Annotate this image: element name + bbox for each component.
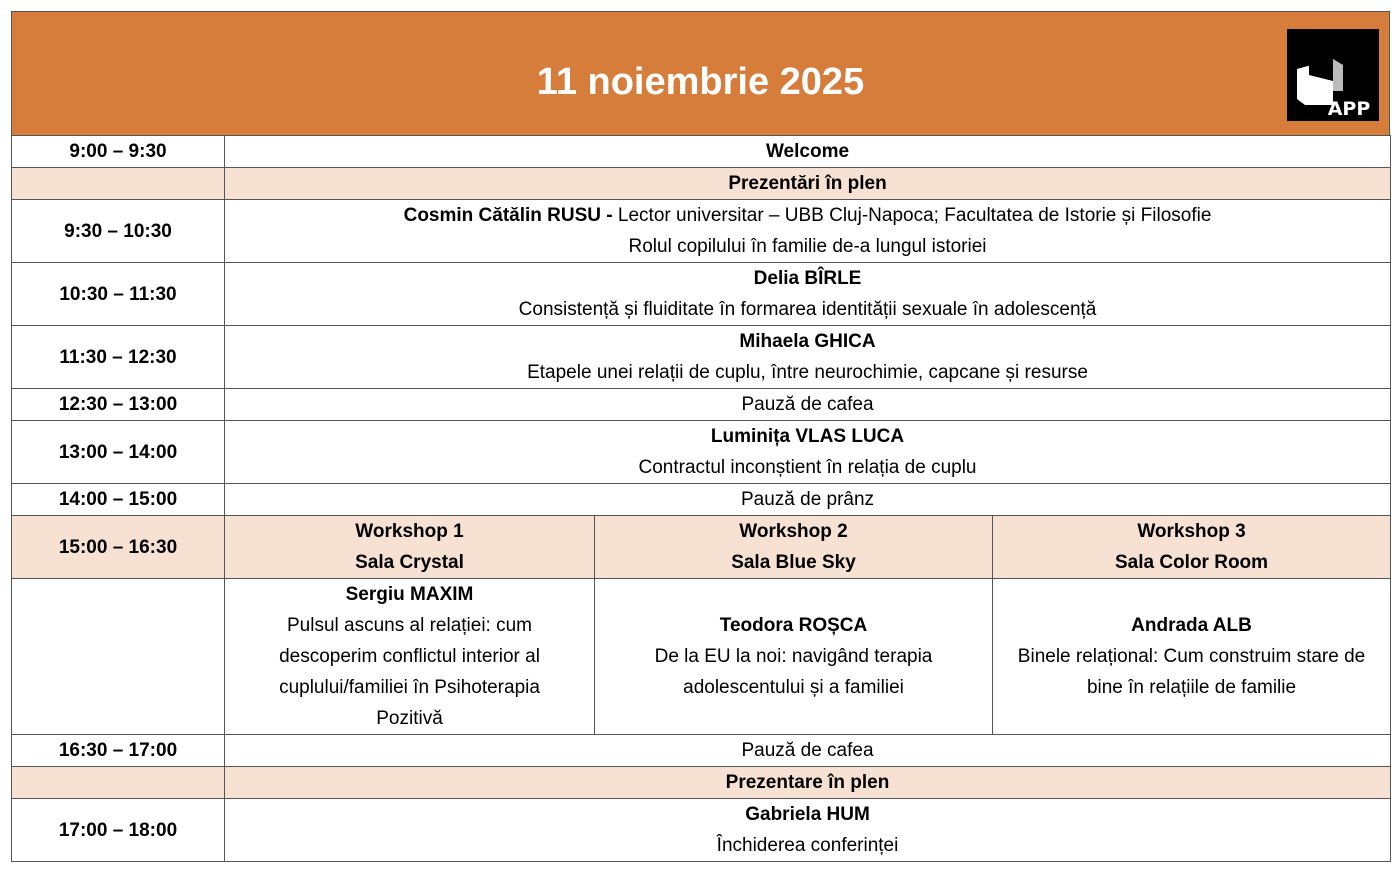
workshop-room: Sala Blue Sky [731, 552, 856, 573]
time-slot: 10:30 – 11:30 [12, 263, 225, 326]
time-slot: 15:00 – 16:30 [12, 516, 225, 579]
logo-text: APP [1327, 98, 1371, 120]
session-topic: Consistență și fluiditate în formarea identității sexuale în adolescență [518, 299, 1097, 320]
schedule-row [12, 799, 1391, 862]
schedule-header [11, 11, 1390, 135]
session-cell [225, 200, 1391, 263]
workshop-3-header [993, 516, 1391, 579]
time-slot: 9:00 – 9:30 [12, 136, 225, 168]
workshop-topic-line: Pozitivă [376, 708, 443, 729]
time-slot: 17:00 – 18:00 [12, 799, 225, 862]
workshop-room: Sala Crystal [355, 552, 464, 573]
time-slot-empty [12, 767, 225, 799]
app-logo-icon [1287, 29, 1379, 121]
speaker-name: Gabriela HUM [745, 804, 870, 825]
workshop-topic-line: Binele relațional: Cum construim stare de [1017, 646, 1366, 667]
workshop-topic-line: descoperim conflictul interior al [279, 646, 540, 667]
speaker-name: Delia BÎRLE [753, 268, 862, 289]
section-row [12, 767, 1391, 799]
workshop-name: Workshop 2 [739, 521, 848, 542]
session-cell [225, 421, 1391, 484]
time-slot: 11:30 – 12:30 [12, 326, 225, 389]
speaker-name: Sergiu MAXIM [345, 584, 474, 605]
workshop-name: Workshop 3 [1137, 521, 1246, 542]
workshop-header-row [12, 516, 1391, 579]
schedule-row [12, 484, 1391, 516]
schedule-row [12, 389, 1391, 421]
app-logo [1287, 29, 1379, 121]
program-sheet [11, 11, 1390, 862]
time-slot: 9:30 – 10:30 [12, 200, 225, 263]
time-slot: 12:30 – 13:00 [12, 389, 225, 421]
speaker-line [225, 200, 1390, 231]
session-title: Pauză de prânz [225, 484, 1391, 516]
schedule-row [12, 326, 1391, 389]
workshop-topic-line: De la EU la noi: navigând terapia [654, 646, 933, 667]
session-topic: Etapele unei relații de cuplu, între neurochimie, capcane și resurse [527, 362, 1088, 383]
schedule-row [12, 735, 1391, 767]
section-title: Prezentare în plen [225, 767, 1391, 799]
time-slot-empty [12, 579, 225, 735]
time-slot: 14:00 – 15:00 [12, 484, 225, 516]
section-row [12, 168, 1391, 200]
workshop-topic-line: cuplului/familiei în Psihoterapia [279, 677, 540, 698]
speaker-name: Cosmin Cătălin RUSU - [403, 205, 613, 226]
schedule-table [11, 135, 1391, 862]
time-slot-empty [12, 168, 225, 200]
workshop-1-header [225, 516, 595, 579]
session-cell [225, 326, 1391, 389]
workshop-topic-line: adolescentului și a familiei [683, 677, 904, 698]
section-title: Prezentări în plen [225, 168, 1391, 200]
schedule-row [12, 421, 1391, 484]
session-topic: Rolul copilului în familie de-a lungul istoriei [628, 236, 987, 257]
session-cell [225, 263, 1391, 326]
workshop-name: Workshop 1 [355, 521, 464, 542]
workshop-content-row [12, 579, 1391, 735]
session-title: Pauză de cafea [225, 735, 1391, 767]
workshop-1-cell [225, 579, 595, 735]
schedule-row [12, 200, 1391, 263]
workshop-topic-line: bine în relațiile de familie [1086, 677, 1297, 698]
speaker-name: Andrada ALB [1131, 615, 1252, 636]
speaker-affiliation: Lector universitar – UBB Cluj-Napoca; Facultatea de Istorie și Filosofie [612, 205, 1212, 226]
speaker-name: Teodora ROȘCA [719, 615, 868, 636]
speaker-name: Luminița VLAS LUCA [710, 426, 905, 447]
time-slot: 13:00 – 14:00 [12, 421, 225, 484]
page-title: 11 noiembrie 2025 [536, 61, 865, 103]
workshop-room: Sala Color Room [1114, 552, 1269, 573]
workshop-topic-line: Pulsul ascuns al relației: cum [287, 615, 532, 636]
workshop-2-cell [595, 579, 993, 735]
session-cell [225, 799, 1391, 862]
speaker-name: Mihaela GHICA [739, 331, 876, 352]
time-slot: 16:30 – 17:00 [12, 735, 225, 767]
session-topic: Contractul inconștient în relația de cuplu [638, 457, 977, 478]
schedule-row [12, 136, 1391, 168]
session-title: Pauză de cafea [225, 389, 1391, 421]
session-title: Welcome [225, 136, 1391, 168]
session-topic: Închiderea conferinței [716, 835, 899, 856]
workshop-2-header [595, 516, 993, 579]
schedule-row [12, 263, 1391, 326]
workshop-3-cell [993, 579, 1391, 735]
